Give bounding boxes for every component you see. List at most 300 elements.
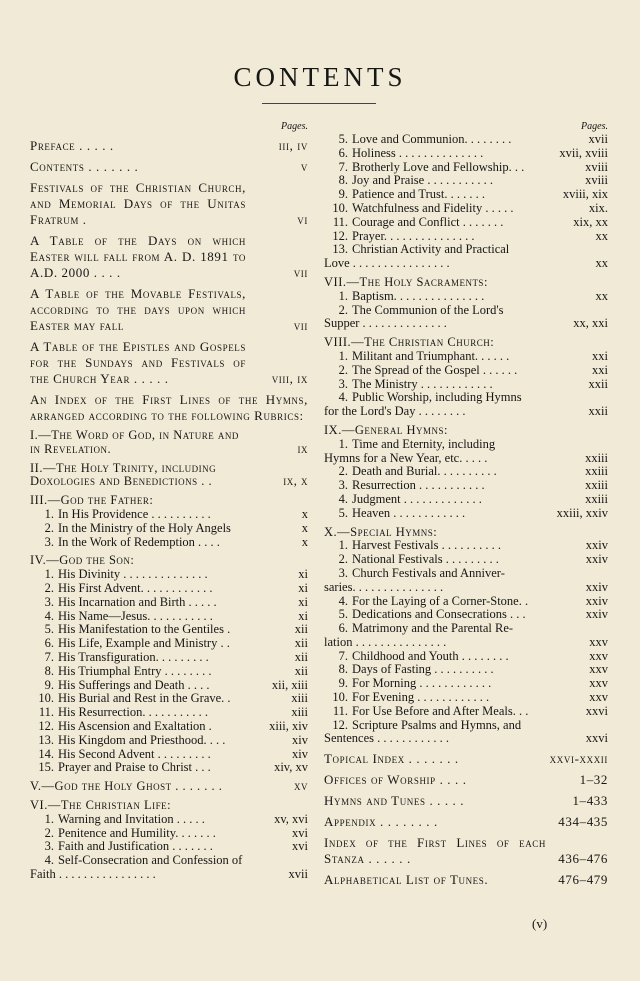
toc-entry-title [30,813,308,827]
toc-entry-title [30,610,308,624]
toc-entry-sub [324,608,608,622]
toc-entry-text: Warning and Invitation . . . . . [58,811,205,826]
toc-entry-pages: 476–479 [555,872,608,888]
toc-entry-text: Harvest Festivals . . . . . . . . . . [352,538,501,553]
toc-entry-number: 6. [338,145,348,160]
toc-entry-pages: xi [295,582,308,596]
toc-entry-title: VI.—The Christian Life: [30,797,172,812]
toc-entry-pages: xii [292,665,308,679]
toc-entry-main [324,793,608,809]
toc-entry-text: Baptism. . . . . . . . . . . . . . . [352,288,485,303]
toc-entry-title [30,522,308,536]
toc-entry-text: In the Ministry of the Holy Angels [58,520,231,535]
toc-entry-pages: v [298,159,308,175]
toc-entry-number: 6. [44,636,54,651]
toc-entry-text: Heaven . . . . . . . . . . . . [352,505,466,520]
toc-entry-sub [30,734,308,748]
toc-entry-number: 11. [332,703,348,718]
toc-entry-title: saries. . . . . . . . . . . . . . . [324,579,444,594]
toc-entry-text: His Sufferings and Death . . . . [58,677,210,692]
toc-entry-number: 9. [338,676,348,691]
toc-entry-main [324,814,608,830]
toc-entry-title: VII.—The Holy Sacraments: [324,274,488,289]
toc-entry-pages: xxi [589,364,608,378]
toc-entry-pages: xxvi-xxxii [547,751,608,767]
toc-entry-sub [324,350,608,364]
toc-entry-title [30,840,308,854]
toc-entry-sub [324,677,608,691]
toc-entry-number: 9. [44,677,54,692]
toc-entry-number: 1. [338,288,348,303]
toc-entry-text: Penitence and Humility. . . . . . . [58,825,216,840]
toc-entry-number: 8. [338,662,348,677]
toc-entry-pages: xxv [586,636,608,650]
toc-entry-pages: xi [295,596,308,610]
toc-entry-sub [30,840,308,854]
toc-entry-number: 4. [338,593,348,608]
toc-entry-title [324,364,608,378]
toc-entry-title: Preface . . . . . [30,138,114,153]
toc-entry-sub [30,568,308,582]
toc-entry-main [30,180,308,228]
toc-entry-cont [324,636,608,650]
toc-entry-sec [30,799,308,813]
toc-entry-sub [30,692,308,706]
toc-entry-title [324,650,608,664]
toc-entry-title [30,761,308,775]
toc-entry-title [30,827,308,841]
toc-entry-sub [30,623,308,637]
toc-entry-title: VIII.—The Christian Church: [324,335,495,350]
toc-entry-sub [324,378,608,392]
toc-entry-pages: xix, xx [570,216,608,230]
toc-entry-title: for the Lord's Day . . . . . . . . [324,404,466,419]
toc-entry-sub [30,665,308,679]
toc-entry-pages: xiv, xv [271,761,308,775]
toc-entry-pages: xxiii [582,479,608,493]
toc-entry-number: 2. [44,825,54,840]
toc-entry-sub [30,651,308,665]
toc-entry-sub [324,479,608,493]
toc-entry-number: 8. [44,663,54,678]
toc-entry-pages: xxiii [582,452,608,466]
toc-entry-pages: xx [593,290,609,304]
toc-entry-pages: xxiii [582,493,608,507]
toc-entry-text: National Festivals . . . . . . . . . [352,552,499,567]
toc-entry-sub [324,595,608,609]
toc-entry-number: 10. [332,200,348,215]
toc-entry-pages: xii, xiii [269,679,308,693]
toc-entry-text: His Burial and Rest in the Grave. . [58,691,231,706]
toc-entry-sub [324,465,608,479]
toc-entry-pages: xx [593,230,609,244]
toc-entry-sub [324,691,608,705]
toc-entry-pages: xx [593,257,609,271]
toc-entry-title: II.—The Holy Trinity, including Doxologies and Benedictions . . [30,460,217,489]
toc-entry-title [324,705,608,719]
toc-entry-pages: xxvi [583,705,608,719]
toc-entry-sub [30,679,308,693]
toc-entry-title [30,596,308,610]
toc-entry-text: The Communion of the Lord's [352,302,504,317]
toc-entry-sub [324,202,608,216]
toc-entry-title [324,608,608,622]
toc-entry-number: 3. [338,376,348,391]
toc-entry-title: Hymns for a New Year, etc. . . . . [324,450,488,465]
toc-entry-pages: xviii [582,174,608,188]
toc-entry-sub [30,706,308,720]
toc-entry-main [30,392,308,424]
toc-entry-number: 3. [44,534,54,549]
toc-entry-pages: xxiv [583,581,608,595]
toc-entry-title [30,665,308,679]
toc-entry-text: Self-Consecration and Confession of [58,853,243,868]
toc-entry-title [30,508,308,522]
toc-entry-title [324,567,608,581]
toc-entry-pages: xxv [586,677,608,691]
toc-entry-number: 2. [338,302,348,317]
toc-entry-sub [324,539,608,553]
toc-entry-pages: xxv [586,691,608,705]
toc-entry-main [30,138,308,154]
toc-entry-number: 1. [338,538,348,553]
toc-entry-title: Love . . . . . . . . . . . . . . . . [324,256,450,271]
toc-entry-number: 2. [44,580,54,595]
toc-entry-pages: x [299,522,308,536]
toc-entry-text: His Second Advent . . . . . . . . . [58,746,211,761]
toc-entry-title: Alphabetical List of Tunes. [324,872,489,888]
toc-entry-sub [324,391,608,405]
toc-entry-number: 1. [44,811,54,826]
toc-entry-sub [324,663,608,677]
toc-entry-title [324,663,608,677]
toc-entry-cont [30,868,308,882]
toc-entry-text: Patience and Trust. . . . . . . [352,187,485,202]
toc-entry-pages: xi [295,610,308,624]
toc-entry-title: Appendix . . . . . . . . [324,814,438,830]
toc-entry-number: 13. [332,242,348,257]
toc-entry-pages: xx, xxi [570,317,608,331]
toc-entry-cont [324,317,608,331]
pages-column-header: Pages. [281,121,308,132]
toc-entry-text: Judgment . . . . . . . . . . . . . [352,491,482,506]
toc-entry-text: The Spread of the Gospel . . . . . . [352,362,518,377]
toc-entry-text: Prayer. . . . . . . . . . . . . . . [352,228,475,243]
toc-entry-sub [324,705,608,719]
toc-entry-sub [324,147,608,161]
toc-entry-pages: xv [291,780,308,794]
toc-entry-title: Hymns and Tunes . . . . . [324,793,465,809]
toc-entry-pages: xxii [586,378,608,392]
toc-entry-text: Love and Communion. . . . . . . . [352,132,512,146]
toc-entry-sub [324,364,608,378]
toc-entry-number: 5. [44,622,54,637]
toc-entry-pages: ix, x [280,475,308,489]
toc-entry-text: The Ministry . . . . . . . . . . . . [352,376,493,391]
toc-entry-text: Courage and Conflict . . . . . . . [352,214,504,229]
toc-entry-pages: xxii [586,405,608,419]
toc-entry-title: Topical Index . . . . . . . [324,751,459,767]
toc-entry-title [324,553,608,567]
toc-entry-title [324,479,608,493]
toc-entry-title: Contents . . . . . . . [30,159,139,174]
toc-entry-text: His Manifestation to the Gentiles . [58,622,231,637]
toc-entry-pages: xvi [289,840,308,854]
toc-entry-number: 10. [332,690,348,705]
toc-entry-title: I.—The Word of God, in Nature and in Revelation. [30,428,239,456]
toc-entry-number: 10. [38,691,54,706]
toc-entry-text: Faith and Justification . . . . . . . [58,839,213,854]
toc-entry-sub [324,188,608,202]
toc-entry-title [324,539,608,553]
toc-entry-number: 11. [38,705,54,720]
toc-entry-pages: xiii [288,692,308,706]
toc-entry-title [30,637,308,651]
toc-entry-title: III.—God the Father: [30,493,154,508]
toc-entry-number: 3. [44,594,54,609]
toc-entry-number: 7. [338,159,348,174]
toc-entry-title [30,623,308,637]
toc-entry-pages: xiii [288,706,308,720]
toc-entry-title: Index of the First Lines of each Stanza . . . . . . [324,835,546,867]
toc-entry-sub [324,243,608,257]
toc-entry-title [324,595,608,609]
toc-entry-title [324,290,608,304]
toc-entry-sub [324,304,608,318]
toc-entry-sub [324,650,608,664]
toc-entry-title [324,691,608,705]
contents-right-column [324,121,608,888]
title-rule [262,103,376,104]
toc-entry-text: Public Worship, including Hymns [352,390,522,405]
toc-entry-number: 8. [338,173,348,188]
toc-entry-pages: 1–32 [577,772,608,788]
toc-entry-sub [30,720,308,734]
toc-entry-sec [30,780,308,794]
toc-entry-text: Dedications and Consecrations . . . [352,607,526,622]
toc-entry-number: 13. [38,732,54,747]
toc-entry-pages: xxiii, xxiv [554,507,608,521]
toc-entry-sub [324,174,608,188]
toc-entry-sub [30,761,308,775]
toc-entry-sub [30,536,308,550]
toc-entry-sec [324,276,608,290]
toc-entry-title: lation . . . . . . . . . . . . . . . [324,634,447,649]
toc-entry-title [30,748,308,762]
toc-entry-text: Matrimony and the Parental Re- [352,621,514,636]
toc-entry-text: Joy and Praise . . . . . . . . . . . [352,173,493,188]
toc-entry-cont [324,405,608,419]
toc-entry-text: Prayer and Praise to Christ . . . [58,760,211,775]
toc-entry-cont [324,452,608,466]
contents-left-column [30,121,308,882]
toc-entry-title [324,202,608,216]
toc-entry-pages: xvii [586,133,608,147]
toc-entry-title [324,243,608,257]
toc-entry-main [30,286,308,334]
toc-entry-number: 7. [44,649,54,664]
toc-entry-number: 3. [338,565,348,580]
toc-entry-number: 1. [338,348,348,363]
toc-entry-number: 5. [338,505,348,520]
toc-entry-text: Resurrection . . . . . . . . . . . [352,478,485,493]
toc-entry-pages: xxiv [583,608,608,622]
toc-entry-pages: xii [292,637,308,651]
toc-entry-number: 2. [338,362,348,377]
toc-entry-number: 4. [338,491,348,506]
toc-entry-pages: 1–433 [570,793,609,809]
toc-entry-title [324,391,608,405]
toc-entry-title [324,378,608,392]
toc-entry-pages: xvi [289,827,308,841]
toc-entry-main [30,339,308,387]
toc-entry-title [30,568,308,582]
toc-entry-title [30,679,308,693]
toc-entry-title [324,174,608,188]
toc-entry-cont [324,581,608,595]
toc-entry-main [30,233,308,281]
toc-entry-text: Time and Eternity, including [352,436,496,451]
toc-entry-title [324,133,608,147]
toc-entry-pages: xxiv [583,595,608,609]
toc-entry-title: Offices of Worship . . . . [324,772,467,788]
toc-entry-text: Death and Burial. . . . . . . . . . [352,464,497,479]
toc-entry-cont [324,257,608,271]
toc-entry-number: 11. [332,214,348,229]
toc-entry-title: Sentences . . . . . . . . . . . . [324,731,449,746]
toc-entry-main [324,872,608,888]
toc-entry-text: Militant and Triumphant. . . . . . [352,348,510,363]
toc-entry-title: Faith . . . . . . . . . . . . . . . . [30,866,156,881]
toc-entry-pages: vii [291,265,308,281]
toc-entry-pages: xix. [586,202,608,216]
toc-entry-title: A Table of the Movable Festivals, according to the days upon which Easter may fall [30,286,246,333]
toc-entry-title [30,651,308,665]
toc-entry-pages: xvii [286,868,308,882]
toc-entry-text: Scripture Psalms and Hymns, and [352,717,522,732]
toc-entry-number: 14. [38,746,54,761]
toc-entry-main [324,751,608,767]
toc-entry-pages: xxiv [583,539,608,553]
toc-entry-pages: x [299,508,308,522]
toc-entry-title [324,304,608,318]
toc-entry-pages: xv, xvi [271,813,308,827]
toc-entry-sub [30,637,308,651]
toc-entry-cont [324,732,608,746]
toc-entry-pages: xviii, xix [560,188,608,202]
toc-entry-number: 2. [44,520,54,535]
toc-entry-title: A Table of the Epistles and Gospels for the Sundays and Festivals of the Church Year . . . . . [30,339,246,386]
toc-entry-sub [324,133,608,147]
toc-entry-number: 5. [338,607,348,622]
toc-entry-text: His Resurrection. . . . . . . . . . . [58,705,208,720]
toc-entry-text: Holiness . . . . . . . . . . . . . . [352,145,484,160]
toc-entry-number: 6. [338,621,348,636]
toc-entry-sub [30,508,308,522]
toc-entry-number: 15. [38,760,54,775]
toc-entry-sub [30,813,308,827]
toc-entry-pages: xvii, xviii [556,147,608,161]
toc-entry-sub [324,567,608,581]
toc-entry-title [324,216,608,230]
toc-entry-sub [30,748,308,762]
toc-entry-title [30,854,308,868]
toc-entry-sub [324,622,608,636]
toc-entry-pages: ix [295,443,309,457]
toc-entry-sub [30,854,308,868]
toc-entry-title: IX.—General Hymns: [324,422,448,437]
toc-entry-sub [30,582,308,596]
toc-entry-title [324,622,608,636]
toc-entry-pages: xiv [289,734,308,748]
toc-entry-title [324,350,608,364]
toc-entry-number: 4. [44,608,54,623]
toc-entry-text: For Evening . . . . . . . . . . . . [352,690,490,705]
toc-entry-title [30,536,308,550]
toc-entry-number: 12. [332,717,348,732]
toc-entry-number: 2. [338,552,348,567]
toc-entry-title: IV.—God the Son: [30,553,135,568]
page-title: CONTENTS [233,62,407,92]
toc-entry-pages: xxi [589,350,608,364]
toc-entry-sub [324,719,608,733]
toc-entry-pages: xxv [586,650,608,664]
page-number: (v) [532,916,548,931]
toc-entry-pages: xiv [289,748,308,762]
toc-entry-number: 1. [44,506,54,521]
toc-entry-sec [324,526,608,540]
toc-entry-title: An Index of the First Lines of the Hymns, arranged according to the following Rubrics: [30,392,308,423]
toc-entry-sub [324,507,608,521]
toc-entry-text: His First Advent. . . . . . . . . . . . [58,580,213,595]
toc-entry-pages: xiii, xiv [266,720,308,734]
toc-entry-title: V.—God the Holy Ghost . . . . . . . [30,779,223,794]
toc-entry-text: In the Work of Redemption . . . . [58,534,220,549]
toc-entry-title [324,161,608,175]
toc-entry-pages: 436–476 [555,851,608,867]
toc-entry-number: 1. [44,567,54,582]
toc-entry-text: Watchfulness and Fidelity . . . . . [352,200,514,215]
toc-entry-pages: xii [292,623,308,637]
toc-entry-sub [324,161,608,175]
toc-entry-number: 5. [338,132,348,146]
toc-entry-pages: xii [292,651,308,665]
toc-entry-sub [324,290,608,304]
toc-entry-title [30,692,308,706]
toc-entry-sub [324,553,608,567]
pages-column-header: Pages. [581,121,608,132]
toc-entry-sub [324,493,608,507]
toc-entry-sub [324,230,608,244]
toc-entry-text: Childhood and Youth . . . . . . . . [352,648,509,663]
toc-entry-main [324,772,608,788]
toc-entry-title: Supper . . . . . . . . . . . . . . [324,316,447,331]
toc-entry-text: His Transfiguration. . . . . . . . . [58,649,209,664]
toc-entry-number: 2. [338,464,348,479]
toc-entry-number: 7. [338,648,348,663]
toc-entry-pages: xviii [582,161,608,175]
toc-entry-text: His Triumphal Entry . . . . . . . . [58,663,212,678]
toc-entry-main [324,835,608,867]
toc-entry-title: X.—Special Hymns: [324,524,438,539]
toc-entry-title [324,677,608,691]
toc-entry-text: His Life, Example and Ministry . . [58,636,230,651]
toc-entry-text: His Incarnation and Birth . . . . . [58,594,217,609]
toc-entry-text: His Name—Jesus. . . . . . . . . . . [58,608,213,623]
toc-entry-text: In His Providence . . . . . . . . . . [58,506,211,521]
toc-entry-sub [324,438,608,452]
toc-entry-title [324,438,608,452]
